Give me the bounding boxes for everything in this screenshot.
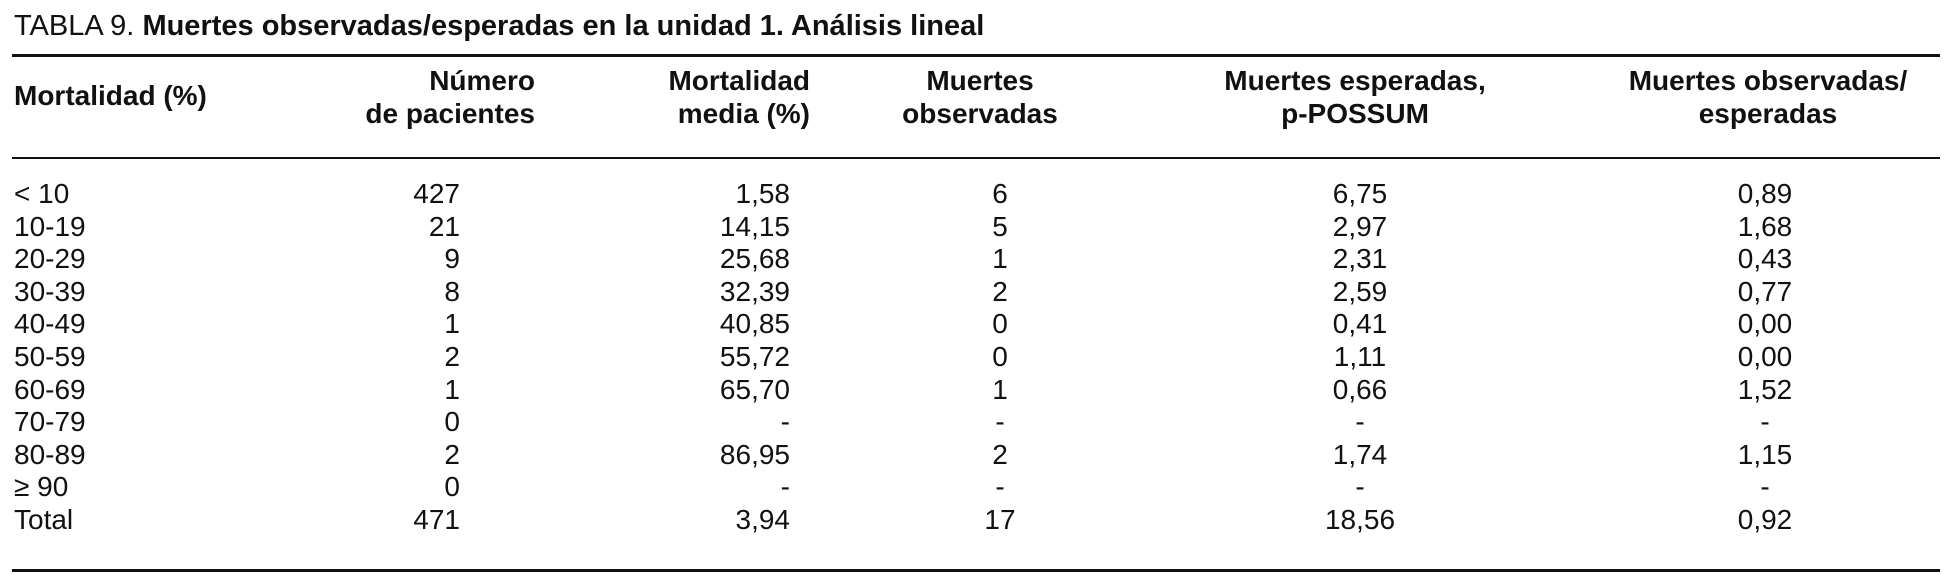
cell-ratio: 0,00 xyxy=(1737,308,1793,340)
cell-ratio: 1,15 xyxy=(1737,438,1793,470)
table-row xyxy=(0,243,1944,276)
cell-muertes-esperadas: 2,31 xyxy=(1332,243,1388,275)
cell-numero-pacientes: 1 xyxy=(444,373,460,405)
cell-muertes-esperadas: - xyxy=(1355,471,1365,503)
header-line: Mortalidad (%) xyxy=(14,80,207,111)
cell-mortalidad: 70-79 xyxy=(14,406,86,438)
header-line: de pacientes xyxy=(365,98,535,129)
cell-ratio: 0,92 xyxy=(1737,503,1793,535)
cell-mortalidad-media: 32,39 xyxy=(719,275,790,307)
table-number: TABLA 9. xyxy=(14,10,135,42)
header-line: media (%) xyxy=(677,98,810,129)
header-mortalidad xyxy=(14,79,274,149)
header-muertes-observadas xyxy=(840,64,1120,134)
cell-muertes-esperadas: 1,11 xyxy=(1333,340,1387,372)
cell-numero-pacientes: 471 xyxy=(413,503,460,535)
cell-mortalidad-media: 55,72 xyxy=(719,340,790,372)
table-row xyxy=(0,406,1944,439)
cell-mortalidad: 20-29 xyxy=(14,243,86,275)
cell-ratio: 0,89 xyxy=(1737,178,1793,209)
header-line: esperadas xyxy=(1698,98,1838,129)
cell-mortalidad-media: 1,58 xyxy=(735,178,790,209)
header-line: Muertes observadas/ xyxy=(1628,65,1908,96)
cell-muertes-observadas: 2 xyxy=(992,275,1008,307)
table-row xyxy=(0,178,1944,211)
header-muertes-esperadas xyxy=(1190,64,1520,134)
cell-muertes-esperadas: 1,74 xyxy=(1332,438,1388,470)
cell-ratio: 1,68 xyxy=(1737,210,1793,242)
cell-ratio: 0,77 xyxy=(1737,275,1793,307)
table-row xyxy=(0,471,1944,504)
header-numero-pacientes xyxy=(270,64,535,134)
table-body xyxy=(0,178,1944,537)
cell-mortalidad: ≥ 90 xyxy=(14,471,69,503)
header-line: observadas xyxy=(902,98,1058,129)
cell-muertes-observadas: - xyxy=(995,406,1005,438)
table-row xyxy=(0,211,1944,244)
cell-mortalidad: 40-49 xyxy=(14,308,86,340)
cell-ratio: 1,52 xyxy=(1737,373,1793,405)
cell-mortalidad: 30-39 xyxy=(14,275,86,307)
cell-muertes-observadas: - xyxy=(995,471,1005,503)
header-mortalidad-media xyxy=(560,64,810,134)
top-rule xyxy=(12,54,1940,57)
cell-muertes-observadas: 5 xyxy=(992,210,1008,242)
table-row xyxy=(0,439,1944,472)
header-line: Mortalidad xyxy=(668,65,810,96)
cell-mortalidad: 80-89 xyxy=(14,438,86,470)
cell-mortalidad-media: 25,68 xyxy=(719,243,790,275)
cell-ratio: 0,43 xyxy=(1737,243,1793,275)
cell-numero-pacientes: 21 xyxy=(428,210,460,242)
cell-ratio: - xyxy=(1760,471,1770,503)
table-caption xyxy=(14,6,984,46)
cell-numero-pacientes: 427 xyxy=(413,178,460,209)
cell-mortalidad-media: 65,70 xyxy=(719,373,790,405)
cell-numero-pacientes: 0 xyxy=(444,406,460,438)
header-line: Número xyxy=(429,65,535,96)
cell-numero-pacientes: 2 xyxy=(444,438,460,470)
header-line: Muertes esperadas, xyxy=(1224,65,1486,96)
cell-muertes-esperadas: 0,66 xyxy=(1332,373,1388,405)
header-line: Muertes xyxy=(926,65,1034,96)
table-row xyxy=(0,504,1944,537)
cell-muertes-observadas: 1 xyxy=(992,243,1008,275)
cell-muertes-esperadas: 6,75 xyxy=(1332,178,1388,209)
cell-mortalidad: 50-59 xyxy=(14,340,86,372)
table-row xyxy=(0,374,1944,407)
cell-ratio: 0,00 xyxy=(1737,340,1793,372)
cell-numero-pacientes: 8 xyxy=(444,275,460,307)
cell-muertes-esperadas: 2,97 xyxy=(1332,210,1388,242)
header-rule xyxy=(12,157,1940,159)
cell-numero-pacientes: 0 xyxy=(444,471,460,503)
table-row xyxy=(0,341,1944,374)
table-row xyxy=(0,276,1944,309)
cell-muertes-observadas: 0 xyxy=(992,340,1008,372)
cell-muertes-esperadas: 18,56 xyxy=(1324,503,1396,535)
cell-mortalidad: 10-19 xyxy=(14,210,86,242)
cell-numero-pacientes: 2 xyxy=(444,340,460,372)
header-ratio xyxy=(1600,64,1936,134)
cell-numero-pacientes: 9 xyxy=(444,243,460,275)
table-title: Muertes observadas/esperadas en la unidad 1. Análisis lineal xyxy=(142,10,985,42)
cell-muertes-observadas: 0 xyxy=(992,308,1008,340)
cell-mortalidad: 60-69 xyxy=(14,373,86,405)
cell-numero-pacientes: 1 xyxy=(444,308,460,340)
cell-mortalidad-media: 86,95 xyxy=(719,438,790,470)
cell-mortalidad-media: 3,94 xyxy=(735,503,790,535)
cell-muertes-esperadas: 0,41 xyxy=(1332,308,1388,340)
cell-muertes-observadas: 2 xyxy=(992,438,1008,470)
cell-ratio: - xyxy=(1760,406,1770,438)
bottom-rule xyxy=(12,569,1940,572)
header-line: p-POSSUM xyxy=(1281,98,1429,129)
cell-muertes-observadas: 6 xyxy=(992,178,1008,209)
cell-muertes-observadas: 1 xyxy=(992,373,1008,405)
table-row xyxy=(0,308,1944,341)
cell-mortalidad-media: - xyxy=(780,406,790,438)
cell-muertes-esperadas: 2,59 xyxy=(1332,275,1388,307)
cell-muertes-esperadas: - xyxy=(1355,406,1365,438)
cell-mortalidad: Total xyxy=(14,503,74,535)
cell-mortalidad: < 10 xyxy=(14,178,70,209)
cell-mortalidad-media: 14,15 xyxy=(719,210,790,242)
cell-muertes-observadas: 17 xyxy=(984,503,1016,535)
cell-mortalidad-media: 40,85 xyxy=(719,308,790,340)
cell-mortalidad-media: - xyxy=(780,471,790,503)
